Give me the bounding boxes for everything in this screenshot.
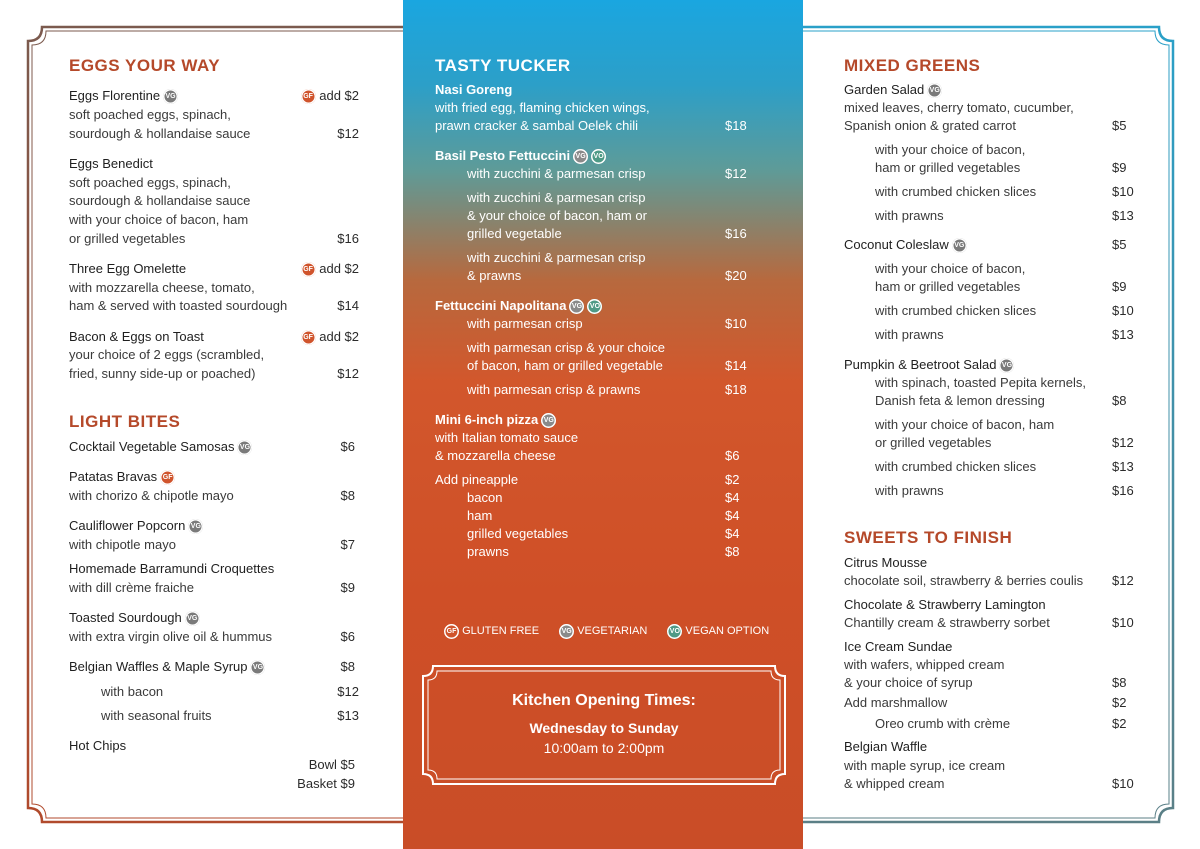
vegetarian-badge-icon: VG bbox=[573, 149, 588, 164]
menu-item-price: $10 bbox=[725, 316, 747, 331]
menu-item-option: with zucchini & parmesan crisp bbox=[467, 166, 646, 181]
section-heading-light-bites: LIGHT BITES bbox=[69, 412, 181, 431]
addon-item: Oreo crumb with crème bbox=[875, 716, 1011, 731]
addon-price: $2 bbox=[1112, 716, 1127, 731]
menu-item-price: $18 bbox=[725, 382, 747, 397]
vegan-option-badge-icon: VO bbox=[591, 149, 606, 164]
menu-item-price: $14 bbox=[725, 358, 747, 373]
vegetarian-badge-icon: VG bbox=[541, 413, 556, 428]
menu-item-desc: with chorizo & chipotle mayo bbox=[69, 488, 234, 503]
menu-item-option: with zucchini & parmesan crisp bbox=[467, 250, 646, 265]
gluten-free-badge-icon: GF bbox=[301, 89, 316, 104]
vegetarian-badge-icon: VG bbox=[250, 660, 265, 675]
menu-item-price: $16 bbox=[1112, 483, 1134, 498]
menu-item-desc: & mozzarella cheese bbox=[435, 448, 556, 463]
menu-item-name: Ice Cream Sundae bbox=[844, 639, 953, 654]
menu-item-option: with your choice of bacon, ham bbox=[875, 417, 1055, 432]
vegetarian-badge-icon: VG bbox=[927, 83, 942, 98]
menu-item-price: $10 bbox=[1112, 184, 1134, 199]
menu-item-desc: prawn cracker & sambal Oelek chili bbox=[435, 118, 639, 133]
menu-item-name: Toasted Sourdough VG bbox=[69, 609, 200, 627]
menu-item-price: $14 bbox=[337, 298, 359, 313]
menu-item-price: $12 bbox=[1112, 573, 1134, 588]
addon-item: prawns bbox=[467, 544, 509, 559]
addon-price: GF add $2 bbox=[298, 328, 359, 346]
legend-label: VEGAN OPTION bbox=[685, 625, 770, 638]
addon-item: ham bbox=[467, 508, 493, 523]
addon-item: bacon bbox=[467, 490, 503, 505]
menu-item-desc: sourdough & hollandaise sauce bbox=[69, 193, 251, 208]
section-heading-sweets: SWEETS TO FINISH bbox=[844, 528, 1013, 547]
vegetarian-badge-icon: VG bbox=[999, 358, 1014, 373]
menu-item-name: Hot Chips bbox=[69, 738, 127, 753]
menu-item-price: $5 bbox=[1112, 118, 1127, 133]
vegetarian-badge-icon: VG bbox=[188, 519, 203, 534]
menu-item-desc: with dill crème fraiche bbox=[69, 580, 194, 595]
menu-item-price: $8 bbox=[340, 659, 355, 674]
addon-item: Add marshmallow bbox=[844, 695, 948, 710]
addon-price: $2 bbox=[725, 472, 740, 487]
menu-item-desc: chocolate soil, strawberry & berries coulis bbox=[844, 573, 1084, 588]
menu-item-name: Basil Pesto Fettuccini VG VO bbox=[435, 147, 606, 165]
menu-item-name: Eggs Florentine VG bbox=[69, 87, 178, 105]
menu-item-desc: with maple syrup, ice cream bbox=[844, 758, 1006, 773]
menu-item-desc: with your choice of bacon, ham bbox=[69, 212, 249, 227]
menu-item-option: with crumbed chicken slices bbox=[875, 303, 1037, 318]
menu-item-name: Fettuccini Napolitana VG VO bbox=[435, 297, 602, 315]
menu-item-price: $12 bbox=[337, 126, 359, 141]
menu-item-price: $8 bbox=[1112, 675, 1127, 690]
menu-item-desc: with fried egg, flaming chicken wings, bbox=[435, 100, 650, 115]
menu-item-price: $20 bbox=[725, 268, 747, 283]
section-heading-eggs: EGGS YOUR WAY bbox=[69, 56, 221, 75]
menu-item-name: Nasi Goreng bbox=[435, 82, 513, 97]
menu-item-price: $12 bbox=[337, 366, 359, 381]
addon-price: $4 bbox=[725, 508, 740, 523]
menu-item-desc: ham & served with toasted sourdough bbox=[69, 298, 288, 313]
kitchen-opening-times-box bbox=[421, 664, 787, 786]
addon-item: grilled vegetables bbox=[467, 526, 569, 541]
menu-item-option: with crumbed chicken slices bbox=[875, 184, 1037, 199]
section-heading-tasty-tucker: TASTY TUCKER bbox=[435, 56, 571, 75]
menu-item-desc: soft poached eggs, spinach, bbox=[69, 107, 231, 122]
menu-item-price: $13 bbox=[1112, 327, 1134, 342]
addon-price: GF add $2 bbox=[298, 87, 359, 105]
menu-item-name: Belgian Waffle bbox=[844, 739, 928, 754]
addon-price: $4 bbox=[725, 490, 740, 505]
menu-item-name: Three Egg Omelette bbox=[69, 261, 187, 276]
menu-item-price: $8 bbox=[1112, 393, 1127, 408]
menu-item-price: $12 bbox=[1112, 435, 1134, 450]
menu-item-price: $9 bbox=[340, 580, 355, 595]
vegetarian-badge-icon: VG bbox=[185, 611, 200, 626]
menu-item-option: with bacon bbox=[101, 684, 164, 699]
menu-item-price: $9 bbox=[1112, 279, 1127, 294]
menu-item-option: with seasonal fruits bbox=[101, 708, 212, 723]
legend-label: VEGETARIAN bbox=[577, 625, 648, 638]
menu-item-desc: with Italian tomato sauce bbox=[435, 430, 579, 445]
menu-item-desc: soft poached eggs, spinach, bbox=[69, 175, 231, 190]
vegetarian-badge-icon: VG bbox=[163, 89, 178, 104]
kitchen-title: Kitchen Opening Times: bbox=[512, 692, 696, 709]
menu-item-desc: with wafers, whipped cream bbox=[844, 657, 1005, 672]
menu-item-option: ham or grilled vegetables bbox=[875, 160, 1021, 175]
menu-item-price: $13 bbox=[1112, 459, 1134, 474]
menu-item-option: with your choice of bacon, bbox=[875, 261, 1026, 276]
menu-item-price: $18 bbox=[725, 118, 747, 133]
menu-item-option: & prawns bbox=[467, 268, 522, 283]
vegan-option-badge-icon: VO bbox=[587, 299, 602, 314]
menu-item-desc: or grilled vegetables bbox=[69, 231, 186, 246]
gluten-free-badge-icon: GF bbox=[444, 624, 459, 639]
menu-item-name: Garden Salad VG bbox=[844, 81, 942, 99]
menu-item-desc: with spinach, toasted Pepita kernels, bbox=[875, 375, 1087, 390]
menu-item-name: Cocktail Vegetable Samosas VG bbox=[69, 438, 252, 456]
kitchen-days: Wednesday to Sunday bbox=[529, 720, 679, 736]
menu-item-desc: sourdough & hollandaise sauce bbox=[69, 126, 251, 141]
menu-item-desc: & your choice of syrup bbox=[844, 675, 973, 690]
menu-item-option: of bacon, ham or grilled vegetable bbox=[467, 358, 663, 373]
kitchen-hours: 10:00am to 2:00pm bbox=[543, 740, 665, 756]
menu-item-option: with parmesan crisp & your choice bbox=[467, 340, 665, 355]
menu-item-name: Bacon & Eggs on Toast bbox=[69, 329, 204, 344]
menu-item-name: Patatas Bravas GF bbox=[69, 468, 175, 486]
menu-item-price: $5 bbox=[1112, 237, 1127, 252]
menu-item-name: Coconut Coleslaw VG bbox=[844, 236, 967, 254]
menu-item-desc: Spanish onion & grated carrot bbox=[844, 118, 1016, 133]
addon-price: $4 bbox=[725, 526, 740, 541]
middle-panel bbox=[403, 0, 803, 849]
menu-item-option: with prawns bbox=[875, 483, 944, 498]
vegetarian-badge-icon: VG bbox=[559, 624, 574, 639]
section-heading-mixed-greens: MIXED GREENS bbox=[844, 56, 981, 75]
right-panel bbox=[803, 0, 1200, 849]
menu-item-desc: mixed leaves, cherry tomato, cucumber, bbox=[844, 100, 1074, 115]
menu-item-option: with prawns bbox=[875, 327, 944, 342]
vegetarian-badge-icon: VG bbox=[952, 238, 967, 253]
menu-item-option: & your choice of bacon, ham or bbox=[467, 208, 647, 223]
menu-item-name: Eggs Benedict bbox=[69, 156, 153, 171]
addon-price: $2 bbox=[1112, 695, 1127, 710]
addon-price: GF add $2 bbox=[298, 260, 359, 278]
menu-item-option: or grilled vegetables bbox=[875, 435, 992, 450]
vegan-option-badge-icon: VO bbox=[667, 624, 682, 639]
menu-item-desc: Danish feta & lemon dressing bbox=[875, 393, 1045, 408]
menu-item-price: $16 bbox=[725, 226, 747, 241]
menu-item-option: with parmesan crisp & prawns bbox=[467, 382, 641, 397]
gluten-free-badge-icon: GF bbox=[301, 330, 316, 345]
menu-item-price: $6 bbox=[725, 448, 740, 463]
menu-item-option: with zucchini & parmesan crisp bbox=[467, 190, 646, 205]
menu-item-option: grilled vegetable bbox=[467, 226, 562, 241]
menu-item-name: Cauliflower Popcorn VG bbox=[69, 517, 203, 535]
addon-item: Add pineapple bbox=[435, 472, 519, 487]
menu-item-price: $10 bbox=[1112, 615, 1134, 630]
menu-item-price: $13 bbox=[1112, 208, 1134, 223]
menu-item-name: Pumpkin & Beetroot Salad VG bbox=[844, 356, 1014, 374]
menu-item-price: $6 bbox=[340, 629, 355, 644]
menu-item-name: Chocolate & Strawberry Lamington bbox=[844, 597, 1046, 612]
gluten-free-badge-icon: GF bbox=[301, 262, 316, 277]
menu-item-option: ham or grilled vegetables bbox=[875, 279, 1021, 294]
menu-item-desc: with extra virgin olive oil & hummus bbox=[69, 629, 273, 644]
menu-item-option: with prawns bbox=[875, 208, 944, 223]
vegetarian-badge-icon: VG bbox=[569, 299, 584, 314]
menu-item-desc: your choice of 2 eggs (scrambled, bbox=[69, 347, 265, 362]
menu-item-price: $12 bbox=[337, 684, 359, 699]
menu-item-price: Basket $9 bbox=[297, 776, 355, 791]
menu-item-name: Citrus Mousse bbox=[844, 555, 928, 570]
menu-item-desc: & whipped cream bbox=[844, 776, 945, 791]
menu-item-price: Bowl $5 bbox=[308, 757, 355, 772]
menu-item-price: $16 bbox=[337, 231, 359, 246]
menu-item-price: $6 bbox=[340, 439, 355, 454]
menu-item-desc: with chipotle mayo bbox=[69, 537, 176, 552]
left-panel bbox=[0, 0, 403, 849]
menu-item-option: with crumbed chicken slices bbox=[875, 459, 1037, 474]
menu-item-price: $10 bbox=[1112, 776, 1134, 791]
menu-item-price: $13 bbox=[337, 708, 359, 723]
gluten-free-badge-icon: GF bbox=[160, 470, 175, 485]
menu-item-price: $7 bbox=[340, 537, 355, 552]
menu-item-price: $9 bbox=[1112, 160, 1127, 175]
menu-item-desc: Chantilly cream & strawberry sorbet bbox=[844, 615, 1050, 630]
menu-item-name: Homemade Barramundi Croquettes bbox=[69, 561, 275, 576]
menu-item-name: Mini 6-inch pizza VG bbox=[435, 411, 556, 429]
menu-item-desc: with mozzarella cheese, tomato, bbox=[69, 280, 255, 295]
menu-item-option: with parmesan crisp bbox=[467, 316, 583, 331]
vegetarian-badge-icon: VG bbox=[237, 440, 252, 455]
legend-label: GLUTEN FREE bbox=[462, 625, 540, 638]
dietary-legend bbox=[441, 624, 783, 639]
menu-item-price: $8 bbox=[340, 488, 355, 503]
menu-item-name: Belgian Waffles & Maple Syrup VG bbox=[69, 658, 265, 676]
addon-price: $8 bbox=[725, 544, 740, 559]
menu-item-price: $10 bbox=[1112, 303, 1134, 318]
menu-item-desc: fried, sunny side-up or poached) bbox=[69, 366, 256, 381]
menu-item-price: $12 bbox=[725, 166, 747, 181]
menu-item-option: with your choice of bacon, bbox=[875, 142, 1026, 157]
